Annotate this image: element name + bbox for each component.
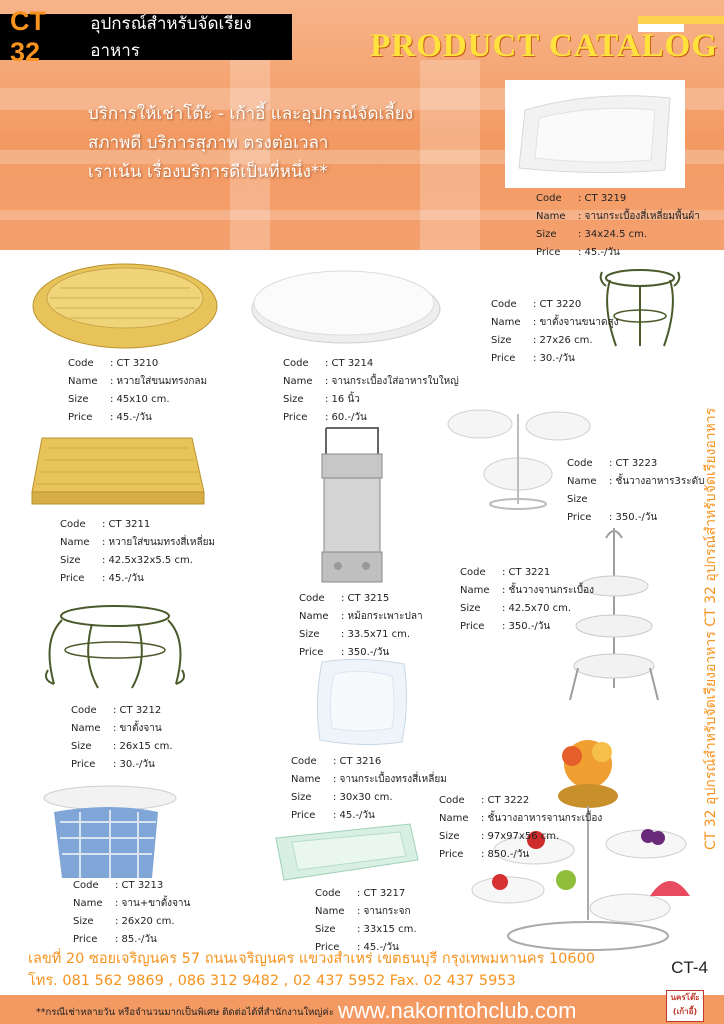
spec-row-size xyxy=(73,913,190,931)
spec-value-size: : 27x26 cm. xyxy=(533,335,593,346)
spec-value-name: : จานกระจก xyxy=(357,906,411,917)
product-spec xyxy=(536,190,700,262)
spec-value-name: : จานกระเบื้องสี่เหลี่ยมพื้นผ้า xyxy=(578,211,700,222)
plate-with-stand-image xyxy=(40,782,178,880)
plate-rect-image xyxy=(505,80,685,188)
website-link[interactable]: www.nakorntohclub.com xyxy=(338,998,577,1023)
spec-label: Code xyxy=(536,193,562,204)
spec-label: Price xyxy=(71,759,96,770)
spec-label: Code xyxy=(283,358,309,369)
spec-row-price xyxy=(567,509,704,527)
spec-row-size xyxy=(567,491,704,509)
spec-row-price xyxy=(291,807,447,825)
product-spec xyxy=(315,885,417,957)
spec-row-code xyxy=(60,516,215,534)
spec-row-code xyxy=(491,296,618,314)
spec-label: Price xyxy=(567,512,592,523)
footnote: **กรณีเช่าหลายวัน หรือจำนวนมากเป็นพิเศษ ติดต่อได้ที่สำนักงานใหญ่ค่ะ xyxy=(36,1007,334,1018)
spec-label: Size xyxy=(439,831,460,842)
product-spec xyxy=(291,753,447,825)
spec-value-size: : 34x24.5 cm. xyxy=(578,229,648,240)
spec-label: Price xyxy=(315,942,340,953)
spec-row-size xyxy=(68,391,207,409)
slogan xyxy=(88,100,413,187)
spec-value-size: : 33x15 cm. xyxy=(357,924,417,935)
spec-value-price: : 850.-/วัน xyxy=(481,849,530,860)
spec-row-size xyxy=(536,226,700,244)
spec-label: Price xyxy=(299,647,324,658)
product-spec xyxy=(283,355,459,427)
spec-row-code xyxy=(71,702,173,720)
spec-label: Price xyxy=(283,412,308,423)
product-spec xyxy=(299,590,423,662)
spec-value-price: : 30.-/วัน xyxy=(113,759,155,770)
spec-value-price: : 45.-/วัน xyxy=(578,247,620,258)
spec-label: Price xyxy=(60,573,85,584)
spec-value-price: : 60.-/วัน xyxy=(325,412,367,423)
spec-row-name xyxy=(491,314,618,332)
plate-stand-image xyxy=(32,600,198,696)
spec-row-name xyxy=(439,810,602,828)
spec-value-name: : จาน+ขาตั้งจาน xyxy=(115,898,191,909)
spec-value-price: : 45.-/วัน xyxy=(102,573,144,584)
spec-value-price: : 85.-/วัน xyxy=(115,934,157,945)
fish-maw-pot-image xyxy=(316,424,388,586)
spec-label: Name xyxy=(299,611,329,622)
spec-label: Name xyxy=(536,211,566,222)
spec-label: Name xyxy=(73,898,103,909)
spec-value-code: : CT 3223 xyxy=(609,458,658,469)
spec-label: Size xyxy=(567,494,588,505)
spec-value-size: : 42.5x70 cm. xyxy=(502,603,572,614)
spec-label: Price xyxy=(491,353,516,364)
spec-value-code: : CT 3212 xyxy=(113,705,162,716)
spec-row-code xyxy=(567,455,704,473)
spec-value-name: : หม้อกระเพาะปลา xyxy=(341,611,423,622)
spec-value-code: : CT 3215 xyxy=(341,593,390,604)
spec-row-code xyxy=(291,753,447,771)
spec-label: Name xyxy=(491,317,521,328)
glass-plate-image xyxy=(270,820,422,884)
spec-value-name: : ขาตั้งจาน xyxy=(113,723,162,734)
spec-label: Price xyxy=(460,621,485,632)
spec-label: Name xyxy=(460,585,490,596)
spec-label: Code xyxy=(291,756,317,767)
title-code: CT 32 xyxy=(10,6,46,67)
spec-value-price: : 45.-/วัน xyxy=(110,412,152,423)
spec-value-code: : CT 3214 xyxy=(325,358,374,369)
brand-logo xyxy=(666,990,704,1022)
spec-value-code: : CT 3222 xyxy=(481,795,530,806)
spec-value-price: : 30.-/วัน xyxy=(533,353,575,364)
logo-line: (เก้าอี้) xyxy=(672,1007,698,1016)
spec-row-size xyxy=(71,738,173,756)
spec-value-name: : ชั้นวางจานกระเบื้อง xyxy=(502,585,595,596)
spec-label: Size xyxy=(315,924,336,935)
spec-label: Price xyxy=(291,810,316,821)
spec-row-name xyxy=(60,534,215,552)
spec-row-code xyxy=(283,355,459,373)
spec-label: Code xyxy=(460,567,486,578)
spec-label: Size xyxy=(71,741,92,752)
spec-label: Name xyxy=(60,537,90,548)
spec-label: Size xyxy=(299,629,320,640)
spec-row-name xyxy=(71,720,173,738)
spec-label: Size xyxy=(73,916,94,927)
spec-row-size xyxy=(299,626,423,644)
spec-value-name: : ชั้นวางอาหารจานกระเบื้อง xyxy=(481,813,603,824)
product-spec xyxy=(73,877,190,949)
logo-line: นครโต๊ะ xyxy=(670,993,700,1002)
spec-row-name xyxy=(68,373,207,391)
spec-value-size: : 45x10 cm. xyxy=(110,394,170,405)
spec-value-size: : 42.5x32x5.5 cm. xyxy=(102,555,193,566)
spec-label: Code xyxy=(439,795,465,806)
spec-row-code xyxy=(73,877,190,895)
slogan-line: บริการให้เช่าโต๊ะ - เก้าอี้ และอุปกรณ์จัดเลี้ยง xyxy=(88,104,413,124)
spec-row-name xyxy=(73,895,190,913)
spec-row-size xyxy=(315,921,417,939)
spec-value-name: : หวายใส่ขนมทรงกลม xyxy=(110,376,208,387)
spec-label: Size xyxy=(283,394,304,405)
product-spec xyxy=(567,455,704,527)
spec-row-code xyxy=(315,885,417,903)
address-line: เลขที่ 20 ซอยเจริญนคร 57 ถนนเจริญนคร แขวงสำเหร่ เขตธนบุรี กรุงเทพมหานคร 10600 xyxy=(28,951,596,967)
spec-value-size: : 33.5x71 cm. xyxy=(341,629,411,640)
spec-label: Code xyxy=(60,519,86,530)
spec-row-size xyxy=(283,391,459,409)
spec-value-code: : CT 3211 xyxy=(102,519,151,530)
spec-row-price xyxy=(491,350,618,368)
spec-value-price: : 350.-/วัน xyxy=(502,621,551,632)
spec-label: Code xyxy=(567,458,593,469)
spec-value-code: : CT 3221 xyxy=(502,567,551,578)
spec-row-size xyxy=(291,789,447,807)
spec-row-price xyxy=(460,618,594,636)
spec-row-code xyxy=(299,590,423,608)
spec-row-price xyxy=(299,644,423,662)
spec-label: Code xyxy=(71,705,97,716)
spec-row-name xyxy=(299,608,423,626)
title-box xyxy=(0,6,292,67)
spec-value-size: : 26x20 cm. xyxy=(115,916,175,927)
spec-row-size xyxy=(491,332,618,350)
spec-row-name xyxy=(283,373,459,391)
title-subtitle: อุปกรณ์สำหรับจัดเรียงอาหาร xyxy=(90,14,252,61)
spec-value-code: : CT 3220 xyxy=(533,299,582,310)
spec-label: Code xyxy=(68,358,94,369)
spec-row-name xyxy=(291,771,447,789)
product-spec xyxy=(71,702,173,774)
product-spec xyxy=(68,355,207,427)
page-number: CT-4 xyxy=(671,958,708,977)
spec-row-size xyxy=(60,552,215,570)
spec-row-name xyxy=(536,208,700,226)
spec-label: Name xyxy=(439,813,469,824)
large-plate-image xyxy=(250,265,442,347)
spec-label: Name xyxy=(68,376,98,387)
spec-label: Name xyxy=(283,376,313,387)
spec-row-price xyxy=(439,846,602,864)
spec-value-size: : 16 นิ้ว xyxy=(325,394,360,405)
round-basket-image xyxy=(30,258,220,350)
spec-label: Size xyxy=(460,603,481,614)
spec-row-name xyxy=(460,582,594,600)
spec-row-price xyxy=(71,756,173,774)
side-vertical-text: CT 32 อุปกรณ์สำหรับจัดเรียงอาหาร CT 32 อุปกรณ์สำหรับจัดเรียงอาหาร xyxy=(703,407,719,850)
spec-value-code: : CT 3210 xyxy=(110,358,159,369)
rect-basket-image xyxy=(28,432,206,508)
spec-label: Name xyxy=(71,723,101,734)
spec-row-price xyxy=(283,409,459,427)
spec-label: Size xyxy=(60,555,81,566)
spec-value-name: : จานกระเบื้องทรงสี่เหลี่ยม xyxy=(333,774,447,785)
slogan-line: สภาพดี บริการสุภาพ ตรงต่อเวลา xyxy=(88,133,329,153)
catalog-title: PRODUCT CATALOG xyxy=(370,28,718,64)
spec-label: Price xyxy=(536,247,561,258)
spec-row-size xyxy=(439,828,602,846)
spec-label: Size xyxy=(536,229,557,240)
product-spec xyxy=(439,792,602,864)
spec-value-code: : CT 3213 xyxy=(115,880,164,891)
spec-label: Name xyxy=(291,774,321,785)
spec-row-code xyxy=(460,564,594,582)
spec-label: Size xyxy=(68,394,89,405)
spec-row-size xyxy=(460,600,594,618)
address-block xyxy=(28,948,595,992)
spec-label: Price xyxy=(68,412,93,423)
decor-bar xyxy=(638,16,724,24)
spec-value-size: : 30x30 cm. xyxy=(333,792,393,803)
spec-row-code xyxy=(536,190,700,208)
spec-label: Name xyxy=(315,906,345,917)
spec-label: Size xyxy=(491,335,512,346)
spec-value-code: : CT 3216 xyxy=(333,756,382,767)
spec-value-name: : หวายใส่ขนมทรงสี่เหลี่ยม xyxy=(102,537,216,548)
spec-value-name: : ชั้นวางอาหาร3ระดับ xyxy=(609,476,705,487)
product-spec xyxy=(60,516,215,588)
spec-value-size: : 26x15 cm. xyxy=(113,741,173,752)
product-spec xyxy=(491,296,618,368)
spec-row-code xyxy=(68,355,207,373)
spec-row-name xyxy=(567,473,704,491)
spec-row-price xyxy=(73,931,190,949)
spec-label: Code xyxy=(73,880,99,891)
spec-value-price: : 350.-/วัน xyxy=(341,647,390,658)
spec-value-name: : จานกระเบื้องใส่อาหารใบใหญ่ xyxy=(325,376,459,387)
spec-label: Name xyxy=(567,476,597,487)
spec-label: Size xyxy=(291,792,312,803)
spec-label: Price xyxy=(439,849,464,860)
spec-value-size: : 97x97x56 cm. xyxy=(481,831,560,842)
spec-label: Code xyxy=(299,593,325,604)
spec-value-price: : 350.-/วัน xyxy=(609,512,658,523)
spec-value-price: : 45.-/วัน xyxy=(333,810,375,821)
spec-value-price: : 45.-/วัน xyxy=(357,942,399,953)
spec-row-name xyxy=(315,903,417,921)
spec-value-code: : CT 3217 xyxy=(357,888,406,899)
phone-line: โทร. 081 562 9869 , 086 312 9482 , 02 437 5952 Fax. 02 437 5953 xyxy=(28,973,516,989)
spec-row-price xyxy=(536,244,700,262)
spec-value-name: : ขาตั้งจานขนาดสูง xyxy=(533,317,619,328)
spec-row-code xyxy=(439,792,602,810)
spec-label: Price xyxy=(73,934,98,945)
spec-row-price xyxy=(60,570,215,588)
square-plate-image xyxy=(312,656,412,748)
spec-label: Code xyxy=(315,888,341,899)
product-spec xyxy=(460,564,594,636)
slogan-line: เราเน้น เรื่องบริการดีเป็นที่หนึ่ง** xyxy=(88,162,328,182)
spec-value-code: : CT 3219 xyxy=(578,193,627,204)
spec-row-price xyxy=(68,409,207,427)
spec-label: Code xyxy=(491,299,517,310)
